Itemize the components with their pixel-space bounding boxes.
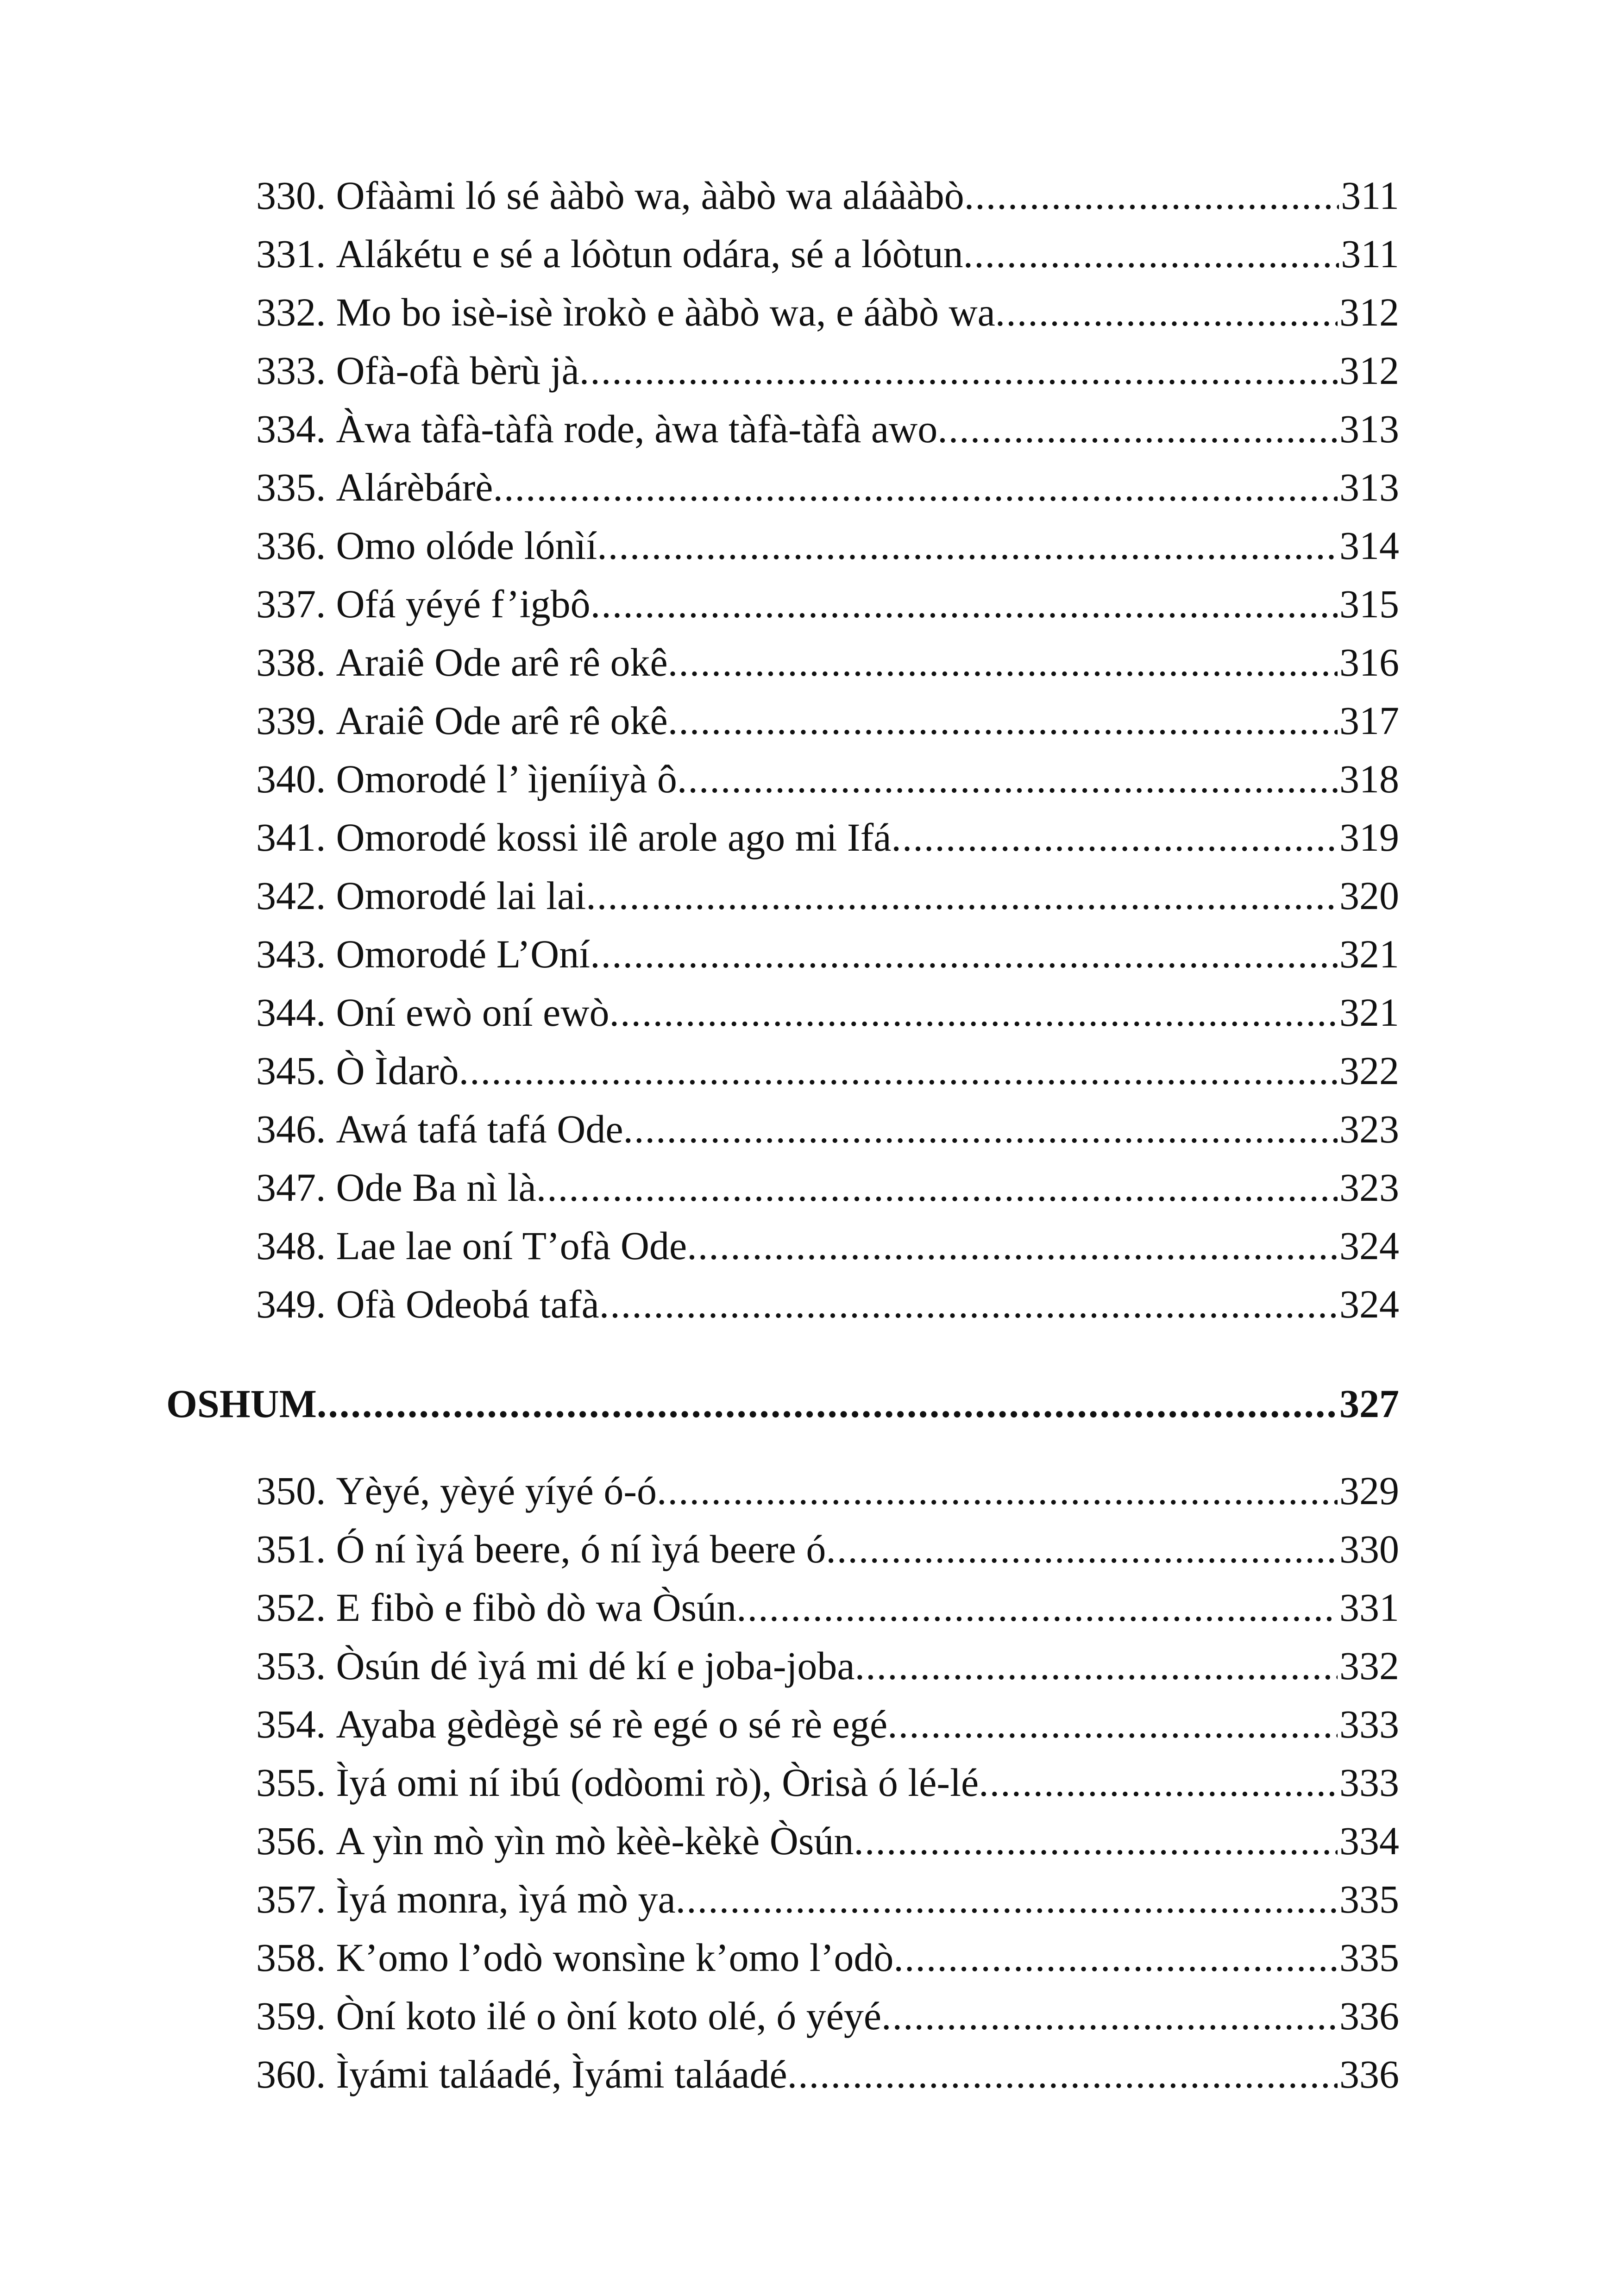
toc-entry xyxy=(256,1158,1399,1217)
leader-dots xyxy=(826,1520,1338,1578)
entry-page-number: 318 xyxy=(1339,757,1399,801)
entry-title: Ofá yéyé f’igbô xyxy=(336,582,591,626)
entry-number: 352. xyxy=(256,1585,326,1630)
entry-page-number: 321 xyxy=(1339,932,1399,976)
toc-entry xyxy=(256,225,1399,283)
entry-number: 360. xyxy=(256,2052,326,2096)
leader-dots xyxy=(459,1041,1338,1100)
entry-page-number: 321 xyxy=(1339,990,1399,1035)
toc-list-after-section xyxy=(256,1462,1399,2103)
toc-entry xyxy=(256,341,1399,400)
entry-page-number: 335 xyxy=(1339,1877,1399,1921)
leader-dots xyxy=(590,925,1338,983)
entry-title: Mo bo isè-isè ìrokò e ààbò wa, e áàbò wa xyxy=(336,290,995,334)
toc-entry xyxy=(256,516,1399,575)
leader-dots xyxy=(963,225,1339,283)
leader-dots xyxy=(887,1695,1338,1753)
toc-list-before-section xyxy=(256,166,1399,1333)
leader-dots xyxy=(536,1158,1338,1217)
entry-title: Omorodé kossi ilê arole ago mi Ifá xyxy=(336,815,892,859)
toc-entry xyxy=(256,1870,1399,1928)
entry-page-number: 329 xyxy=(1339,1468,1399,1513)
entry-title: Ó ní ìyá beere, ó ní ìyá beere ó xyxy=(336,1527,826,1571)
entry-title: Oní ewò oní ewò xyxy=(336,990,609,1035)
entry-title: Àwa tàfà-tàfà rode, àwa tàfà-tàfà awo xyxy=(336,407,938,451)
entry-number: 332. xyxy=(256,290,326,334)
entry-number: 341. xyxy=(256,815,326,859)
entry-page-number: 317 xyxy=(1339,698,1399,743)
entry-page-number: 336 xyxy=(1339,2052,1399,2096)
toc-entry xyxy=(256,1462,1399,1520)
entry-number: 350. xyxy=(256,1468,326,1513)
toc-entry xyxy=(256,1987,1399,2045)
entry-title: Ofààmi ló sé ààbò wa, ààbò wa aláààbò xyxy=(336,173,964,218)
entry-page-number: 311 xyxy=(1341,173,1399,218)
leader-dots xyxy=(677,750,1338,808)
toc-entry xyxy=(256,633,1399,691)
entry-title: Alákétu e sé a lóòtun odára, sé a lóòtun xyxy=(336,232,963,276)
entry-number: 335. xyxy=(256,465,326,509)
entry-number: 351. xyxy=(256,1527,326,1571)
entry-number: 355. xyxy=(256,1760,326,1805)
toc-entry xyxy=(256,925,1399,983)
section-heading-oshum xyxy=(166,1374,1399,1434)
entry-number: 336. xyxy=(256,523,326,568)
leader-dots xyxy=(599,1275,1338,1333)
leader-dots xyxy=(787,2045,1338,2103)
toc-entry xyxy=(256,1637,1399,1695)
toc-entry xyxy=(256,983,1399,1041)
toc-entry xyxy=(256,691,1399,750)
entry-title: Omorodé lai lai xyxy=(336,873,586,918)
entry-page-number: 333 xyxy=(1339,1702,1399,1746)
entry-title: Omorodé L’Oní xyxy=(336,932,591,976)
leader-dots xyxy=(687,1217,1338,1275)
entry-page-number: 312 xyxy=(1339,290,1399,334)
toc-entry xyxy=(256,166,1399,225)
entry-title: E fibò e fibò dò wa Òsún xyxy=(336,1585,737,1630)
leader-dots xyxy=(854,1812,1338,1870)
leader-dots xyxy=(586,866,1338,925)
leader-dots xyxy=(676,1870,1338,1928)
toc-entry xyxy=(256,1217,1399,1275)
entry-number: 349. xyxy=(256,1282,326,1326)
entry-title: Omorodé l’ ìjeníiyà ô xyxy=(336,757,677,801)
entry-number: 343. xyxy=(256,932,326,976)
entry-title: Òní koto ilé o òní koto olé, ó yéyé xyxy=(336,1994,882,2038)
toc-entry xyxy=(256,575,1399,633)
toc-entry xyxy=(256,1275,1399,1333)
leader-dots xyxy=(317,1374,1338,1434)
entry-number: 354. xyxy=(256,1702,326,1746)
entry-number: 358. xyxy=(256,1935,326,1980)
entry-number: 333. xyxy=(256,348,326,393)
entry-page-number: 332 xyxy=(1339,1644,1399,1688)
leader-dots xyxy=(657,1462,1338,1520)
entry-page-number: 311 xyxy=(1341,232,1399,276)
leader-dots xyxy=(609,983,1338,1041)
toc-entry xyxy=(256,1520,1399,1578)
entry-number: 334. xyxy=(256,407,326,451)
entry-page-number: 319 xyxy=(1339,815,1399,859)
entry-page-number: 315 xyxy=(1339,582,1399,626)
leader-dots xyxy=(964,166,1339,225)
entry-title: Ofà-ofà bèrù jà xyxy=(336,348,579,393)
leader-dots xyxy=(881,1987,1338,2045)
entry-title: Ìyá monra, ìyá mò ya xyxy=(336,1877,676,1921)
entry-number: 353. xyxy=(256,1644,326,1688)
entry-number: 346. xyxy=(256,1107,326,1151)
toc-entry xyxy=(256,283,1399,341)
entry-page-number: 314 xyxy=(1339,523,1399,568)
leader-dots xyxy=(668,633,1338,691)
entry-number: 331. xyxy=(256,232,326,276)
entry-page-number: 336 xyxy=(1339,1994,1399,2038)
entry-number: 357. xyxy=(256,1877,326,1921)
section-title: OSHUM xyxy=(166,1381,317,1426)
entry-number: 342. xyxy=(256,873,326,918)
leader-dots xyxy=(995,283,1338,341)
entry-page-number: 335 xyxy=(1339,1935,1399,1980)
entry-title: Ìyá omi ní ibú (odòomi rò), Òrisà ó lé-lé xyxy=(336,1760,979,1805)
entry-number: 345. xyxy=(256,1048,326,1093)
entry-number: 338. xyxy=(256,640,326,684)
entry-page-number: 316 xyxy=(1339,640,1399,684)
toc-entry xyxy=(256,1695,1399,1753)
toc-entry xyxy=(256,1928,1399,1987)
entry-title: Omo olóde lónìí xyxy=(336,523,597,568)
entry-title: Araiê Ode arê rê okê xyxy=(336,640,668,684)
entry-page-number: 312 xyxy=(1339,348,1399,393)
entry-title: Òsún dé ìyá mi dé kí e joba-joba xyxy=(336,1644,855,1688)
entry-page-number: 324 xyxy=(1339,1223,1399,1268)
entry-page-number: 313 xyxy=(1339,407,1399,451)
leader-dots xyxy=(591,575,1338,633)
leader-dots xyxy=(736,1578,1338,1637)
toc-entry xyxy=(256,2045,1399,2103)
entry-number: 337. xyxy=(256,582,326,626)
leader-dots xyxy=(937,400,1338,458)
leader-dots xyxy=(493,458,1338,516)
entry-number: 344. xyxy=(256,990,326,1035)
entry-title: Yèyé, yèyé yíyé ó-ó xyxy=(336,1468,657,1513)
entry-number: 340. xyxy=(256,757,326,801)
toc-entry xyxy=(256,1041,1399,1100)
toc-entry xyxy=(256,1812,1399,1870)
entry-title: Ode Ba nì là xyxy=(336,1165,536,1210)
entry-page-number: 334 xyxy=(1339,1819,1399,1863)
entry-title: Ayaba gèdègè sé rè egé o sé rè egé xyxy=(336,1702,888,1746)
toc-entry xyxy=(256,1100,1399,1158)
leader-dots xyxy=(668,691,1338,750)
entry-title: Lae lae oní T’ofà Ode xyxy=(336,1223,687,1268)
toc-entry xyxy=(256,400,1399,458)
leader-dots xyxy=(597,516,1338,575)
entry-page-number: 322 xyxy=(1339,1048,1399,1093)
entry-page-number: 323 xyxy=(1339,1107,1399,1151)
entry-page-number: 323 xyxy=(1339,1165,1399,1210)
entry-page-number: 320 xyxy=(1339,873,1399,918)
toc-entry xyxy=(256,1578,1399,1637)
entry-number: 330. xyxy=(256,173,326,218)
entry-number: 347. xyxy=(256,1165,326,1210)
entry-page-number: 331 xyxy=(1339,1585,1399,1630)
entry-title: K’omo l’odò wonsìne k’omo l’odò xyxy=(336,1935,894,1980)
entry-title: Ìyámi taláadé, Ìyámi taláadé xyxy=(336,2052,787,2096)
toc-entry xyxy=(256,1753,1399,1812)
section-page-number: 327 xyxy=(1339,1381,1399,1426)
entry-title: Awá tafá tafá Ode xyxy=(336,1107,623,1151)
leader-dots xyxy=(623,1100,1338,1158)
entry-page-number: 330 xyxy=(1339,1527,1399,1571)
entry-number: 359. xyxy=(256,1994,326,2038)
toc-entry xyxy=(256,750,1399,808)
entry-title: Araiê Ode arê rê okê xyxy=(336,698,668,743)
leader-dots xyxy=(891,808,1338,866)
entry-page-number: 313 xyxy=(1339,465,1399,509)
entry-title: A yìn mò yìn mò kèè-kèkè Òsún xyxy=(336,1819,854,1863)
leader-dots xyxy=(979,1753,1338,1812)
toc-entry xyxy=(256,808,1399,866)
entry-page-number: 333 xyxy=(1339,1760,1399,1805)
toc-entry xyxy=(256,458,1399,516)
entry-title: Alárèbárè xyxy=(336,465,493,509)
entry-number: 356. xyxy=(256,1819,326,1863)
leader-dots xyxy=(893,1928,1338,1987)
leader-dots xyxy=(579,341,1338,400)
leader-dots xyxy=(855,1637,1338,1695)
entry-number: 348. xyxy=(256,1223,326,1268)
entry-number: 339. xyxy=(256,698,326,743)
toc-entry xyxy=(256,866,1399,925)
entry-title: Ofà Odeobá tafà xyxy=(336,1282,599,1326)
entry-page-number: 324 xyxy=(1339,1282,1399,1326)
entry-title: Ò Ìdarò xyxy=(336,1048,459,1093)
